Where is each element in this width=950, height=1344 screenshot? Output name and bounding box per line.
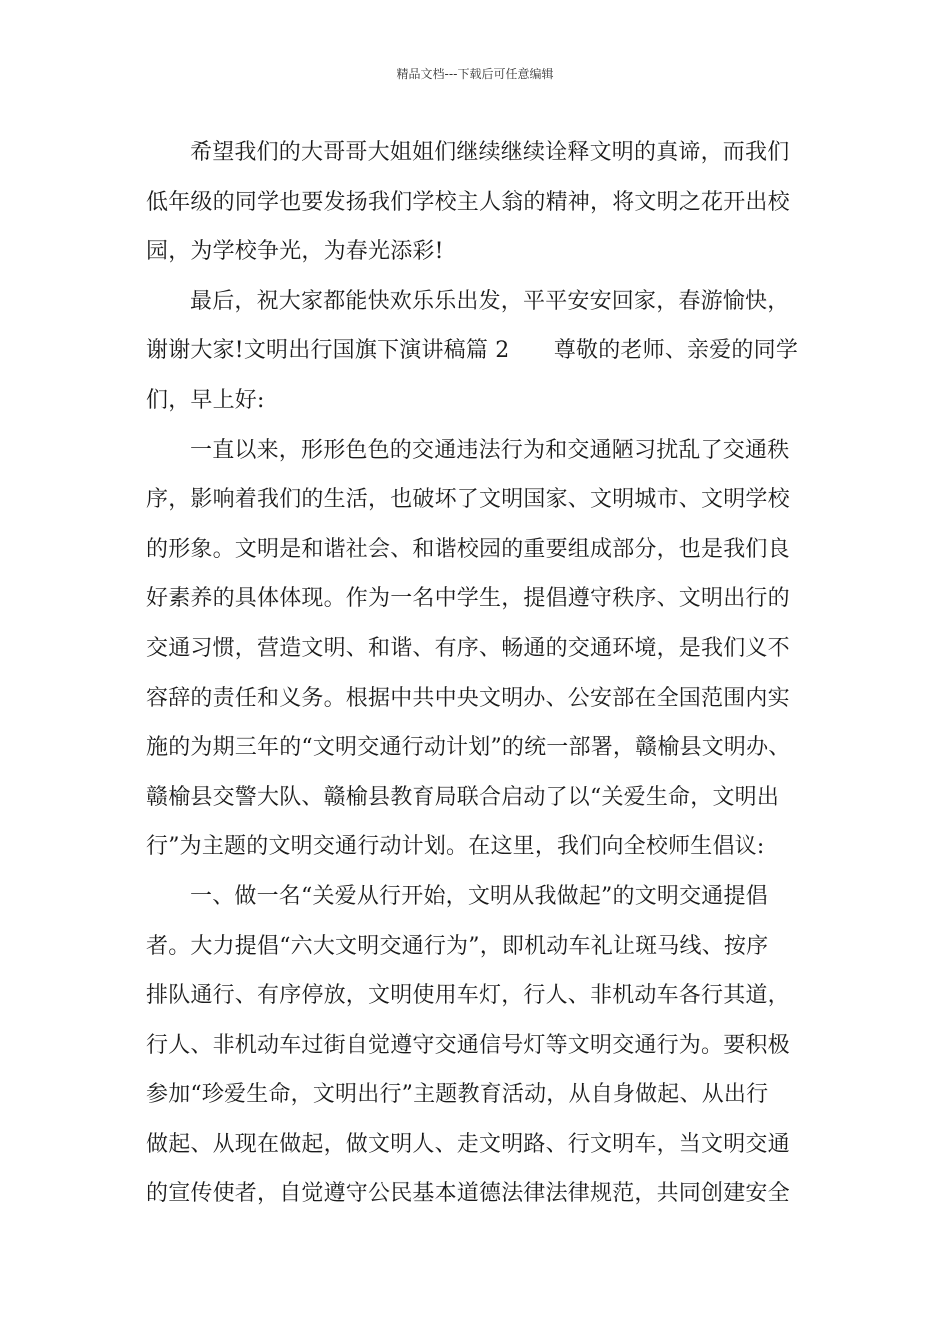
text-line: 的宣传使者，自觉遵守公民基本道德法律法律规范，共同创建安全 <box>146 1181 790 1207</box>
text-line: 好素养的具体体现。作为一名中学生，提倡遵守秩序、文明出行的 <box>146 586 790 612</box>
text-line: 施的为期三年的“文明交通行动计划”的统一部署，赣榆县文明办、 <box>146 735 791 761</box>
text-line: 做起、从现在做起，做文明人、走文明路、行文明车，当文明交通 <box>146 1131 790 1157</box>
text-line: 者。大力提倡“六大文明交通行为”，即机动车礼让斑马线、按序 <box>146 933 769 959</box>
text-line: 行人、非机动车过街自觉遵守交通信号灯等文明交通行为。要积极 <box>146 1032 790 1058</box>
text-line: 的形象。文明是和谐社会、和谐校园的重要组成部分，也是我们良 <box>146 536 790 562</box>
text-line: 排队通行、有序停放，文明使用车灯，行人、非机动车各行其道， <box>146 983 790 1009</box>
text-line: 序，影响着我们的生活，也破坏了文明国家、文明城市、文明学校 <box>146 487 790 513</box>
text-line: 赣榆县交警大队、赣榆县教育局联合启动了以“关爱生命，文明出 <box>146 784 780 810</box>
text-line: 低年级的同学也要发扬我们学校主人翁的精神，将文明之花开出校 <box>146 189 790 215</box>
text-line: 希望我们的大哥哥大姐姐们继续继续诠释文明的真谛，而我们 <box>190 140 790 165</box>
text-line: 谢谢大家!文明出行国旗下演讲稿篇 2 尊敬的老师、亲爱的同学 <box>146 338 799 364</box>
text-line: 行”为主题的文明交通行动计划。在这里，我们向全校师生倡议: <box>146 834 765 860</box>
document-body <box>146 128 818 1219</box>
text-line: 交通习惯，营造文明、和谐、有序、畅通的交通环境，是我们义不 <box>146 635 790 661</box>
text-line: 一直以来，形形色色的交通违法行为和交通陋习扰乱了交通秩 <box>190 437 790 463</box>
text-line: 最后，祝大家都能快欢乐乐出发，平平安安回家，春游愉快， <box>190 288 790 314</box>
page-header: 精品文档---下载后可任意编辑 <box>396 67 554 81</box>
text-line: 们，早上好: <box>146 387 265 413</box>
text-line: 容辞的责任和义务。根据中共中央文明办、公安部在全国范围内实 <box>146 685 790 711</box>
text-line: 参加“珍爱生命，文明出行”主题教育活动，从自身做起、从出行 <box>146 1082 769 1108</box>
text-line: 园，为学校争光，为春光添彩! <box>146 239 444 265</box>
text-line: 一、做一名“关爱从行开始，文明从我做起”的文明交通提倡 <box>190 883 768 909</box>
